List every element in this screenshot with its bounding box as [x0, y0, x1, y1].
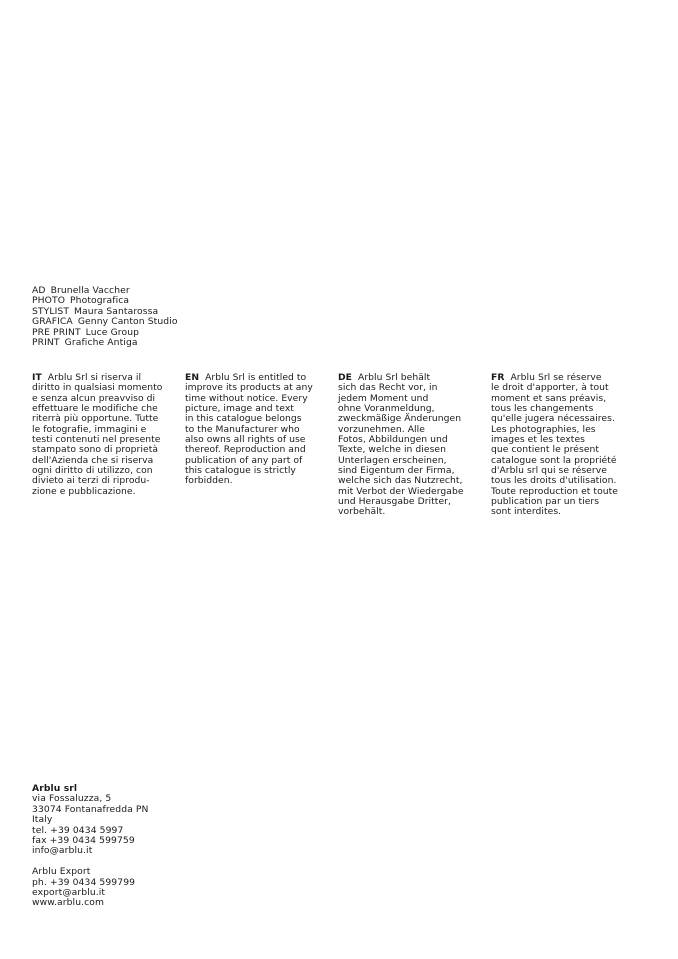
disclaimer-line: zweckmäßige Änderungen: [338, 413, 462, 425]
disclaimer-line: improve its products at any: [185, 382, 313, 394]
contact-block: [32, 784, 149, 909]
credit-name: Photografica: [70, 295, 130, 307]
credit-name: Maura Santarossa: [74, 305, 159, 317]
credit-role: GRAFICA: [32, 316, 73, 328]
disclaimer-line: Toute reproduction et toute: [491, 485, 618, 497]
disclaimer-line: this catalogue is strictly: [185, 465, 296, 477]
disclaimer-line: moment et sans préavis,: [491, 392, 607, 404]
credit-name: Genny Canton Studio: [77, 316, 178, 328]
disclaimer-line: riterrà più opportune. Tutte: [32, 413, 159, 425]
disclaimer-line: welche sich das Nutzrecht,: [338, 475, 463, 487]
disclaimer-line: Texte, welche in diesen: [338, 444, 446, 456]
disclaimer-line: mit Verbot der Wiedergabe: [338, 485, 464, 497]
phone-number: tel. +39 0434 5997: [32, 824, 124, 836]
disclaimer-line: images et les textes: [491, 434, 585, 446]
disclaimer-line: in this catalogue belongs: [185, 413, 302, 425]
company-name: Arblu srl: [32, 783, 78, 794]
address-street: via Fossaluzza, 5: [32, 793, 112, 805]
disclaimer-line: vorzunehmen. Alle: [338, 423, 425, 435]
credit-role: PRE PRINT: [32, 326, 81, 338]
credit-name: Brunella Vaccher: [50, 285, 130, 296]
language-code-fr: FR: [491, 372, 505, 383]
disclaimer-line: qu'elle jugera nécessaires.: [491, 413, 615, 425]
disclaimer-fr: [491, 373, 633, 518]
export-email-link[interactable]: export@arblu.it: [32, 887, 106, 899]
disclaimer-de: [338, 373, 480, 518]
disclaimer-line: divieto ai terzi di riprodu-: [32, 475, 150, 487]
disclaimer-line: time without notice. Every: [185, 392, 308, 404]
fax-number: fax +39 0434 599759: [32, 835, 135, 847]
disclaimer-line: thereof. Reproduction and: [185, 444, 306, 456]
disclaimer-line: e senza alcun preavviso di: [32, 392, 156, 404]
disclaimer-line: catalogue sont la propriété: [491, 454, 617, 466]
disclaimer-line: vorbehält.: [338, 506, 386, 518]
address-city: 33074 Fontanafredda PN: [32, 803, 149, 815]
export-phone: ph. +39 0434 599799: [32, 876, 136, 888]
info-email-link[interactable]: info@arblu.it: [32, 845, 93, 857]
language-code-en: EN: [185, 372, 200, 383]
disclaimer-line: picture, image and text: [185, 403, 294, 415]
disclaimer-line: stampato sono di proprietà: [32, 444, 159, 456]
disclaimer-line: que contient le présent: [491, 444, 600, 456]
credit-name: Luce Group: [85, 326, 140, 338]
credit-role: STYLIST: [32, 305, 70, 317]
disclaimer-line: sind Eigentum der Firma,: [338, 465, 455, 477]
address-country: Italy: [32, 814, 53, 826]
disclaimer-line: jedem Moment und: [338, 392, 429, 404]
disclaimer-line: to the Manufacturer who: [185, 423, 300, 435]
disclaimer-line: Fotos, Abbildungen und: [338, 434, 448, 446]
disclaimer-line: effettuare le modifiche che: [32, 403, 158, 415]
disclaimer-line: Unterlagen erscheinen,: [338, 454, 447, 466]
disclaimer-line: Arblu Srl is entitled to: [205, 372, 307, 383]
disclaimer-line: tous les changements: [491, 403, 594, 415]
disclaimer-it: [32, 373, 174, 497]
disclaimer-en: [185, 373, 327, 487]
language-code-it: IT: [32, 372, 42, 383]
disclaimer-line: Arblu Srl si riserva il: [47, 372, 142, 383]
credit-role: PHOTO: [32, 295, 66, 307]
credits-list: [32, 286, 178, 348]
disclaimer-line: dell'Azienda che si riserva: [32, 454, 154, 466]
credit-line: [32, 338, 178, 348]
disclaimer-line: forbidden.: [185, 475, 233, 487]
disclaimer-line: d'Arblu srl qui se réserve: [491, 465, 607, 477]
disclaimer-line: le droit d'apporter, à tout: [491, 382, 609, 394]
disclaimer-line: le fotografie, immagini e: [32, 423, 147, 435]
disclaimer-line: Les photographies, les: [491, 423, 596, 435]
disclaimer-line: also owns all rights of use: [185, 434, 306, 446]
disclaimer-line: zione e pubblicazione.: [32, 485, 136, 497]
credit-role: AD: [32, 285, 46, 296]
language-code-de: DE: [338, 372, 353, 383]
disclaimer-line: diritto in qualsiasi momento: [32, 382, 163, 394]
disclaimer-line: sich das Recht vor, in: [338, 382, 438, 394]
disclaimer-line: Arblu Srl se réserve: [510, 372, 602, 383]
disclaimer-line: ogni diritto di utilizzo, con: [32, 465, 153, 477]
export-title: Arblu Export: [32, 866, 91, 878]
disclaimer-line: tous les droits d'utilisation.: [491, 475, 617, 487]
disclaimer-line: und Herausgabe Dritter,: [338, 496, 451, 508]
disclaimer-line: publication of any part of: [185, 454, 303, 466]
disclaimer-line: publication par un tiers: [491, 496, 600, 508]
credit-name: Grafiche Antiga: [64, 337, 138, 349]
disclaimer-line: ohne Voranmeldung,: [338, 403, 435, 415]
disclaimer-line: sont interdites.: [491, 506, 562, 518]
credit-role: PRINT: [32, 337, 60, 349]
website-link[interactable]: www.arblu.com: [32, 897, 105, 909]
disclaimer-line: Arblu Srl behält: [358, 372, 431, 383]
disclaimer-line: testi contenuti nel presente: [32, 434, 161, 446]
